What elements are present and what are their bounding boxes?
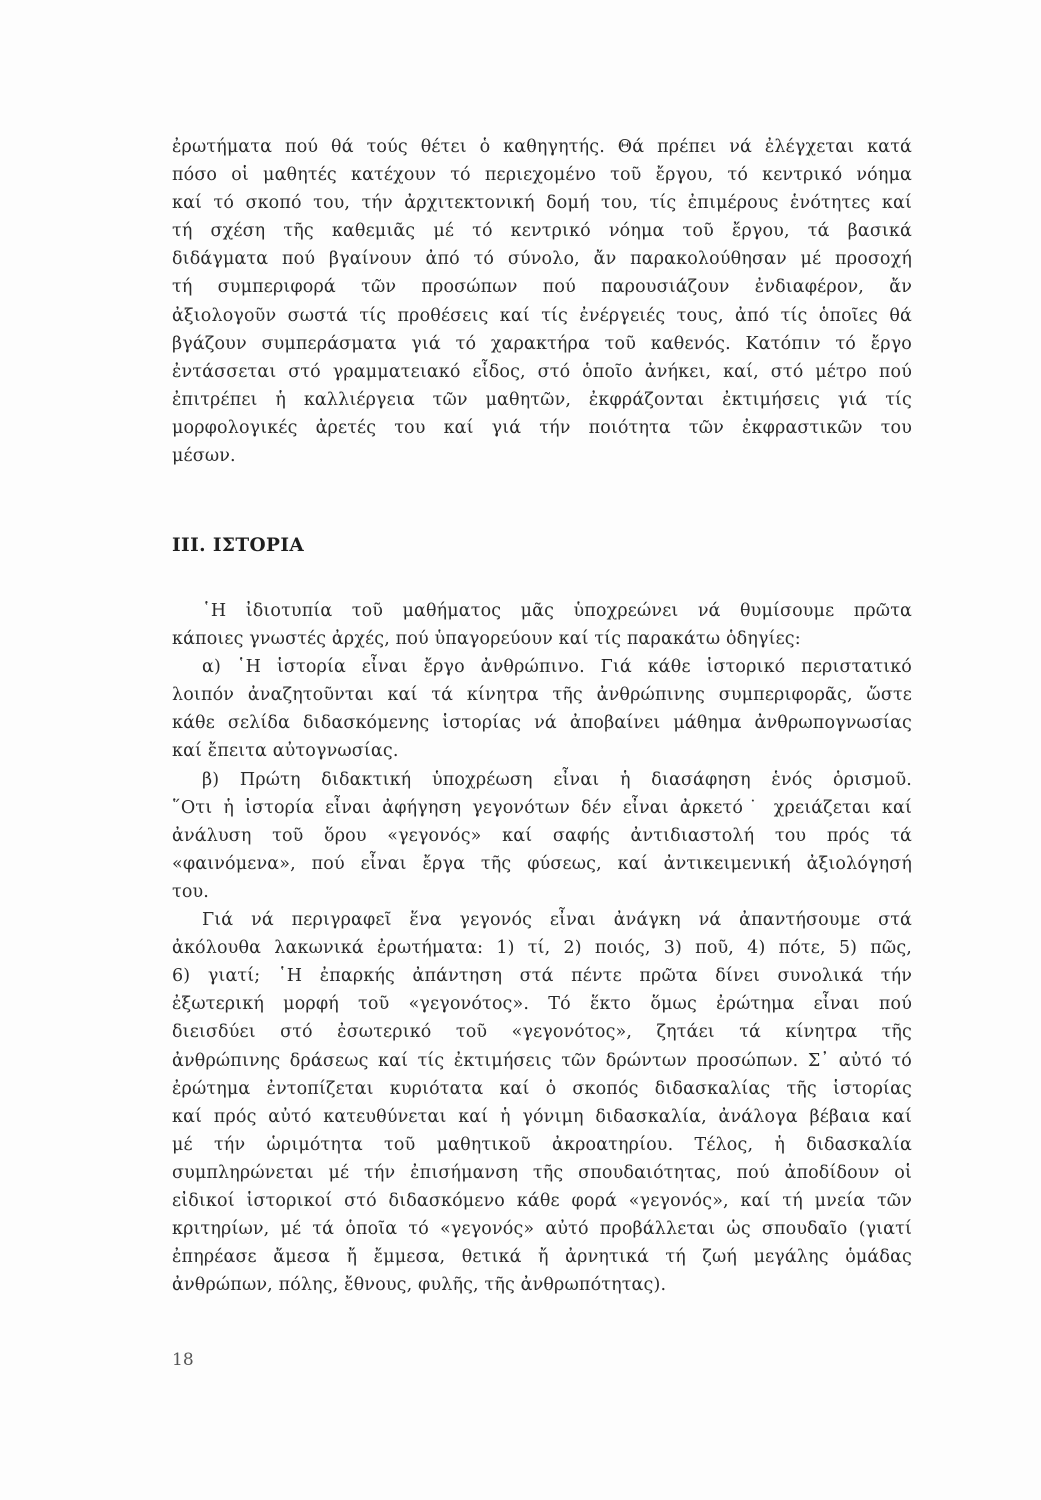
text-line: Γιά νά περιγραφεῖ ἕνα γεγονός εἶναι ἀνάγκη νά ἀπαντήσουμε στά (202, 910, 912, 931)
text-line: κάποιες γνωστές ἀρχές, πού ὑπαγορεύουν καί τίς παρακάτω ὁδηγίες: (172, 629, 801, 650)
text-line: ἐπηρέασε ἄμεσα ἤ ἔμμεσα, θετικά ἤ ἀρνητικά τή ζωή μεγάλης ὁμάδας (172, 1247, 912, 1268)
page-number: 18 (172, 1350, 194, 1370)
text-line: τή σχέση τῆς καθεμιᾶς μέ τό κεντρικό νόημα τοῦ ἔργου, τά βασικά (172, 221, 912, 242)
text-line: α) ῾Η ἱστορία εἶναι ἔργο ἀνθρώπινο. Γιά κάθε ἱστορικό περιστατικό (202, 657, 912, 678)
text-line: διεισδύει στό ἐσωτερικό τοῦ «γεγονότος», ζητάει τά κίνητρα τῆς (172, 1022, 912, 1043)
text-line: β) Πρώτη διδακτική ὑποχρέωση εἶναι ἡ διασάφηση ἑνός ὁρισμοῦ. (202, 769, 912, 790)
text-line: ἀκόλουθα λακωνικά ἐρωτήματα: 1) τί, 2) ποιός, 3) ποῦ, 4) πότε, 5) πῶς, (172, 938, 912, 959)
text-line: ἐρωτήματα πού θά τούς θέτει ὁ καθηγητής. Θά πρέπει νά ἐλέγχεται κατά (172, 137, 912, 157)
text-line: ῞Οτι ἡ ἱστορία εἶναι ἀφήγηση γεγονότων δέν εἶναι ἀρκετό˙ χρειάζεται καί (172, 797, 912, 818)
text-line: ἐντάσσεται στό γραμματειακό εἶδος, στό ὁποῖο ἀνήκει, καί, στό μέτρο πού (172, 361, 912, 382)
text-line: ἀνθρώπινης δράσεως καί τίς ἐκτιμήσεις τῶν δρώντων προσώπων. Σ᾽ αὐτό τό (172, 1050, 912, 1071)
text-line: καί πρός αὐτό κατευθύνεται καί ἡ γόνιμη διδασκαλία, ἀνάλογα βέβαια καί (172, 1106, 912, 1127)
text-line: λοιπόν ἀναζητοῦνται καί τά κίνητρα τῆς ἀνθρώπινης συμπεριφορᾶς, ὥστε (172, 685, 912, 706)
text-line: συμπληρώνεται μέ τήν ἐπισήμανση τῆς σπουδαιότητας, πού ἀποδίδουν οἱ (172, 1162, 912, 1183)
text-line: διδάγματα πού βγαίνουν ἀπό τό σύνολο, ἄν παρακολούθησαν μέ προσοχή (172, 249, 912, 270)
text-line: ῾Η ἰδιοτυπία τοῦ μαθήματος μᾶς ὑποχρεώνει νά θυμίσουμε πρῶτα (202, 601, 912, 621)
text-line: του. (172, 881, 210, 902)
text-line: μέ τήν ὡριμότητα τοῦ μαθητικοῦ ἀκροατηρίου. Τέλος, ἡ διδασκαλία (172, 1134, 912, 1155)
history-section-text (172, 597, 912, 1299)
text-line: ἐρώτημα ἐντοπίζεται κυριότατα καί ὁ σκοπός διδασκαλίας τῆς ἱστορίας (172, 1078, 912, 1099)
text-line: μορφολογικές ἀρετές του καί γιά τήν ποιότητα τῶν ἐκφραστικῶν του (172, 417, 912, 438)
text-line: καί τό σκοπό του, τήν ἀρχιτεκτονική δομή του, τίς ἐπιμέρους ἑνότητες καί (172, 193, 912, 214)
text-line: ἐξωτερική μορφή τοῦ «γεγονότος». Τό ἕκτο ὅμως ἐρώτημα εἶναι πού (172, 994, 912, 1015)
text-line: εἰδικοί ἱστορικοί στό διδασκόμενο κάθε φορά «γεγονός», καί τή μνεία τῶν (172, 1190, 912, 1211)
text-line: μέσων. (172, 446, 236, 467)
text-line: ἐπιτρέπει ἡ καλλιέργεια τῶν μαθητῶν, ἐκφράζονται ἐκτιμήσεις γιά τίς (172, 389, 912, 410)
text-line: «φαινόμενα», πού εἶναι ἔργα τῆς φύσεως, καί ἀντικειμενική ἀξιολόγησή (172, 853, 912, 874)
intro-paragraph (172, 133, 912, 470)
text-line: πόσο οἱ μαθητές κατέχουν τό περιεχομένο τοῦ ἔργου, τό κεντρικό νόημα (172, 165, 912, 186)
text-line: βγάζουν συμπεράσματα γιά τό χαρακτήρα τοῦ καθενός. Κατόπιν τό ἔργο (172, 333, 912, 354)
text-line: ἀξιολογοῦν σωστά τίς προθέσεις καί τίς ἐνέργειές τους, ἀπό τίς ὁποῖες θά (172, 305, 912, 326)
text-line: καί ἔπειτα αὐτογνωσίας. (172, 741, 399, 762)
text-line: κριτηρίων, μέ τά ὁποῖα τό «γεγονός» αὐτό προβάλλεται ὡς σπουδαῖο (γιατί (172, 1219, 912, 1240)
text-line: ἀνθρώπων, πόλης, ἔθνους, φυλῆς, τῆς ἀνθρωπότητας). (172, 1275, 667, 1296)
text-line: 6) γιατί; ῾Η ἐπαρκής ἀπάντηση στά πέντε πρῶτα δίνει συνολικά τήν (172, 966, 912, 987)
text-line: κάθε σελίδα διδασκόμενης ἱστορίας νά ἀποβαίνει μάθημα ἀνθρωπογνωσίας (172, 713, 912, 734)
section-heading: III. ΙΣΤΟΡΙΑ (172, 535, 305, 556)
text-line: τή συμπεριφορά τῶν προσώπων πού παρουσιάζουν ἐνδιαφέρον, ἄν (172, 277, 912, 298)
text-line: ἀνάλυση τοῦ ὅρου «γεγονός» καί σαφής ἀντιδιαστολή του πρός τά (172, 825, 912, 846)
